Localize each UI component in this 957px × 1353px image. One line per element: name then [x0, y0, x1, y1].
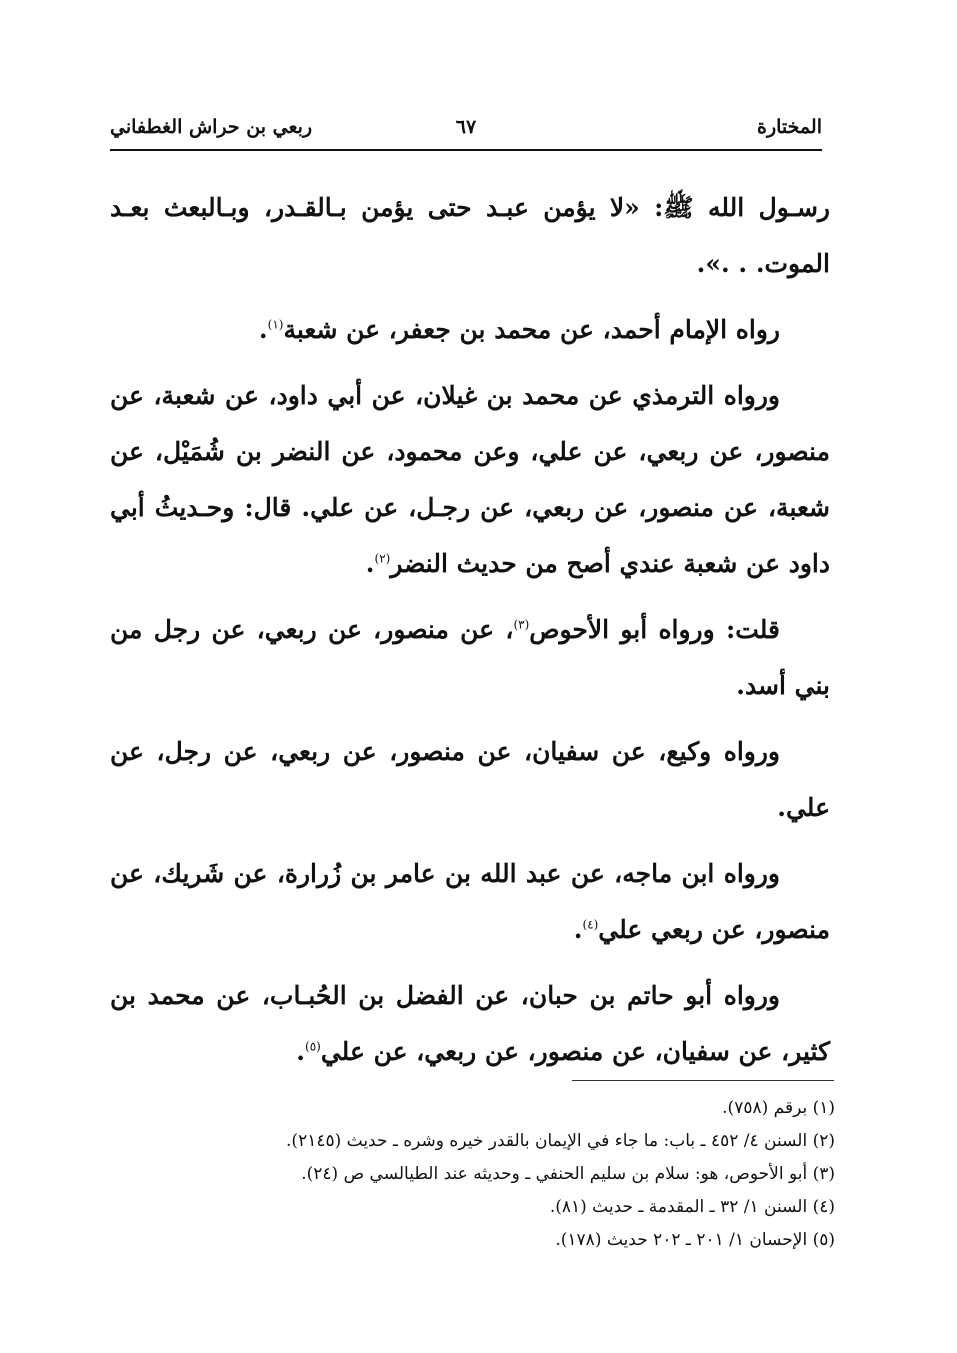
paragraph-7: [110, 968, 830, 1080]
paragraph-text: ورواه ابن ماجه، عن عبد الله بن عامر بن زُرارة، عن شَريك، عن منصور، عن ربعي علي: [110, 859, 830, 944]
footnote-marker: (٣): [513, 617, 530, 632]
footnotes: [110, 1092, 835, 1257]
book-title: المختارة: [757, 116, 822, 138]
paragraph-1: [110, 180, 830, 292]
paragraph-text: ورواه الترمذي عن محمد بن غيلان، عن أبي داود، عن شعبة، عن منصور، عن ربعي، عن علي، وعن محمود، عن النضر بن شُمَيْل، عن شعبة، عن منصور، عن ربعي، عن رجـل، عن علي. قال: وحـديثُ أبي داود عن شعبة عندي أصح من حديث النضر: [110, 381, 830, 578]
punctuation: .: [573, 915, 583, 944]
paragraph-2: [110, 302, 830, 358]
footnote-marker: (٢): [374, 551, 391, 566]
paragraph-text: ، عن منصور، عن ربعي، عن رجل من بني أسد.: [110, 615, 830, 700]
paragraph-text: رسـول الله ﷺ: «لا يؤمن عبـد حتى يؤمن بـالقـدر، وبـالبعث بعـد الموت. . .».: [110, 193, 830, 278]
punctuation: .: [258, 315, 268, 344]
footnote-3: (٣) أبو الأحوص، هو: سلام بن سليم الحنفي ـ وحديثه عند الطيالسي ص (٢٤).: [301, 1164, 835, 1184]
main-text: [110, 180, 830, 1090]
footnote-5: (٥) الإحسان ١/ ٢٠١ ـ ٢٠٢ حديث (١٧٨).: [555, 1230, 835, 1250]
paragraph-4: [110, 602, 830, 714]
running-header: [110, 112, 822, 146]
punctuation: .: [296, 1037, 306, 1066]
chapter-title: ربعي بن حراش الغطفاني: [110, 116, 313, 138]
footnote-marker: (٤): [582, 917, 599, 932]
paragraph-text: ورواه وكيع، عن سفيان، عن منصور، عن ربعي، عن رجل، عن علي.: [110, 737, 830, 822]
paragraph-text: رواه الإمام أحمد، عن محمد بن جعفر، عن شعبة: [283, 315, 780, 344]
page-number: ٦٧: [455, 116, 477, 138]
punctuation: .: [365, 549, 375, 578]
footnote-2: (٢) السنن ٤/ ٤٥٢ ـ باب: ما جاء في الإيمان بالقدر خيره وشره ـ حديث (٢١٤٥).: [286, 1131, 835, 1151]
paragraph-text: قلت: ورواه أبو الأحوص: [529, 615, 780, 644]
header-rule: [110, 149, 822, 151]
footnote-separator: [572, 1080, 834, 1081]
paragraph-5: [110, 724, 830, 836]
footnote-marker: (١): [267, 317, 284, 332]
paragraph-3: [110, 368, 830, 592]
footnote-marker: (٥): [305, 1039, 321, 1054]
footnote-1: (١) برقم (٧٥٨).: [722, 1098, 835, 1118]
paragraph-6: [110, 846, 830, 958]
footnote-4: (٤) السنن ١/ ٣٢ ـ المقدمة ـ حديث (٨١).: [549, 1197, 835, 1217]
paragraph-text: ورواه أبو حاتم بن حبان، عن الفضل بن الحُبـاب، عن محمد بن كثير، عن سفيان، عن منصور، عن ربعي، عن علي: [110, 981, 830, 1066]
